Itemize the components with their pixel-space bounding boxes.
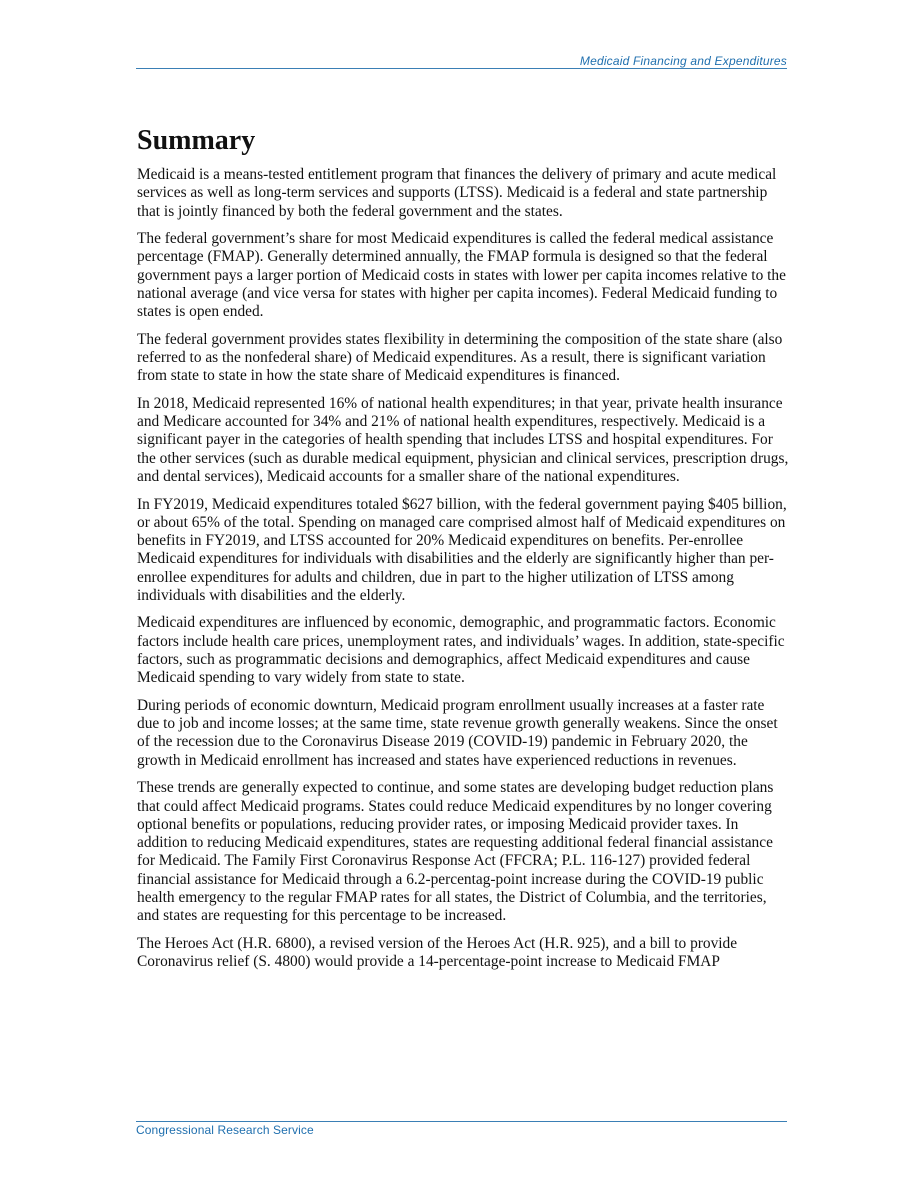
summary-heading: Summary (137, 125, 256, 156)
summary-paragraph-5: In FY2019, Medicaid expenditures totaled $627 billion, with the federal government paying $405 billion, or about 65% of the total. Spending on managed care comprised almost half of Medicaid expenditures on benefits in FY2019, and LTSS accounted for 20% Medicaid expenditures on benefits. Per-enrollee Medicaid expenditures for individuals with disabilities and the elderly are significantly higher than per-enrollee expenditures for adults and children, due in part to the higher utilization of LTSS among individuals with disabilities and the elderly. (137, 495, 787, 604)
footer-divider (136, 1121, 787, 1122)
summary-paragraph-2: The federal government’s share for most Medicaid expenditures is called the federal medical assistance percentage (FMAP). Generally determined annually, the FMAP formula is designed so that the federal government pays a larger portion of Medicaid costs in states with lower per capita incomes relative to the national average (and vice versa for states with higher per capita incomes). Federal Medicaid funding to states is open ended. (137, 230, 786, 321)
header-divider (136, 68, 787, 69)
footer-organization: Congressional Research Service (136, 1123, 314, 1137)
summary-paragraph-3: The federal government provides states flexibility in determining the composition of the state share (also referred to as the nonfederal share) of Medicaid expenditures. As a result, there is significant variation from state to state in how the state share of Medicaid expenditures is financed. (137, 330, 783, 385)
summary-paragraph-7: During periods of economic downturn, Medicaid program enrollment usually increases at a faster rate due to job and income losses; at the same time, state revenue growth generally weakens. Since the onset of the recession due to the Coronavirus Disease 2019 (COVID-19) pandemic in February 2020, the growth in Medicaid enrollment has increased and states have experienced reductions in revenues. (137, 696, 778, 769)
summary-paragraph-4: In 2018, Medicaid represented 16% of national health expenditures; in that year, private health insurance and Medicare accounted for 34% and 21% of national health expenditures, respectively. Medicaid is a significant payer in the categories of health spending that includes LTSS and hospital expenditures. For the other services (such as durable medical equipment, physician and clinical services, prescription drugs, and dental services), Medicaid accounts for a smaller share of the national expenditures. (137, 394, 789, 486)
summary-paragraph-8: These trends are generally expected to continue, and some states are developing budget reduction plans that could affect Medicaid programs. States could reduce Medicaid expenditures by no longer covering optional benefits or populations, reducing provider rates, or imposing Medicaid provider taxes. In addition to reducing Medicaid expenditures, states are requesting additional federal financial assistance for Medicaid. The Family First Coronavirus Response Act (FFCRA; P.L. 116-127) provided federal financial assistance for Medicaid through a 6.2-percentag-point increase during the COVID-19 public health emergency to the regular FMAP rates for all states, the District of Columbia, and the territories, and states are requesting for this percentage to be increased. (137, 779, 774, 925)
summary-section (137, 124, 789, 981)
running-header-title: Medicaid Financing and Expenditures (579, 54, 787, 68)
summary-paragraph-6: Medicaid expenditures are influenced by economic, demographic, and programmatic factors. Economic factors include health care prices, unemployment rates, and individuals’ wages. In addition, state-specific factors, such as programmatic decisions and demographics, affect Medicaid expenditures and cause Medicaid spending to vary widely from state to state. (137, 614, 785, 687)
summary-paragraph-1: Medicaid is a means-tested entitlement program that finances the delivery of primary and acute medical services as well as long-term services and supports (LTSS). Medicaid is a federal and state partnership that is jointly financed by both the federal government and the states. (137, 166, 777, 220)
summary-paragraph-9: The Heroes Act (H.R. 6800), a revised version of the Heroes Act (H.R. 925), and a bill to provide Coronavirus relief (S. 4800) would provide a 14-percentage-point increase to Medicaid FMAP (137, 934, 738, 971)
